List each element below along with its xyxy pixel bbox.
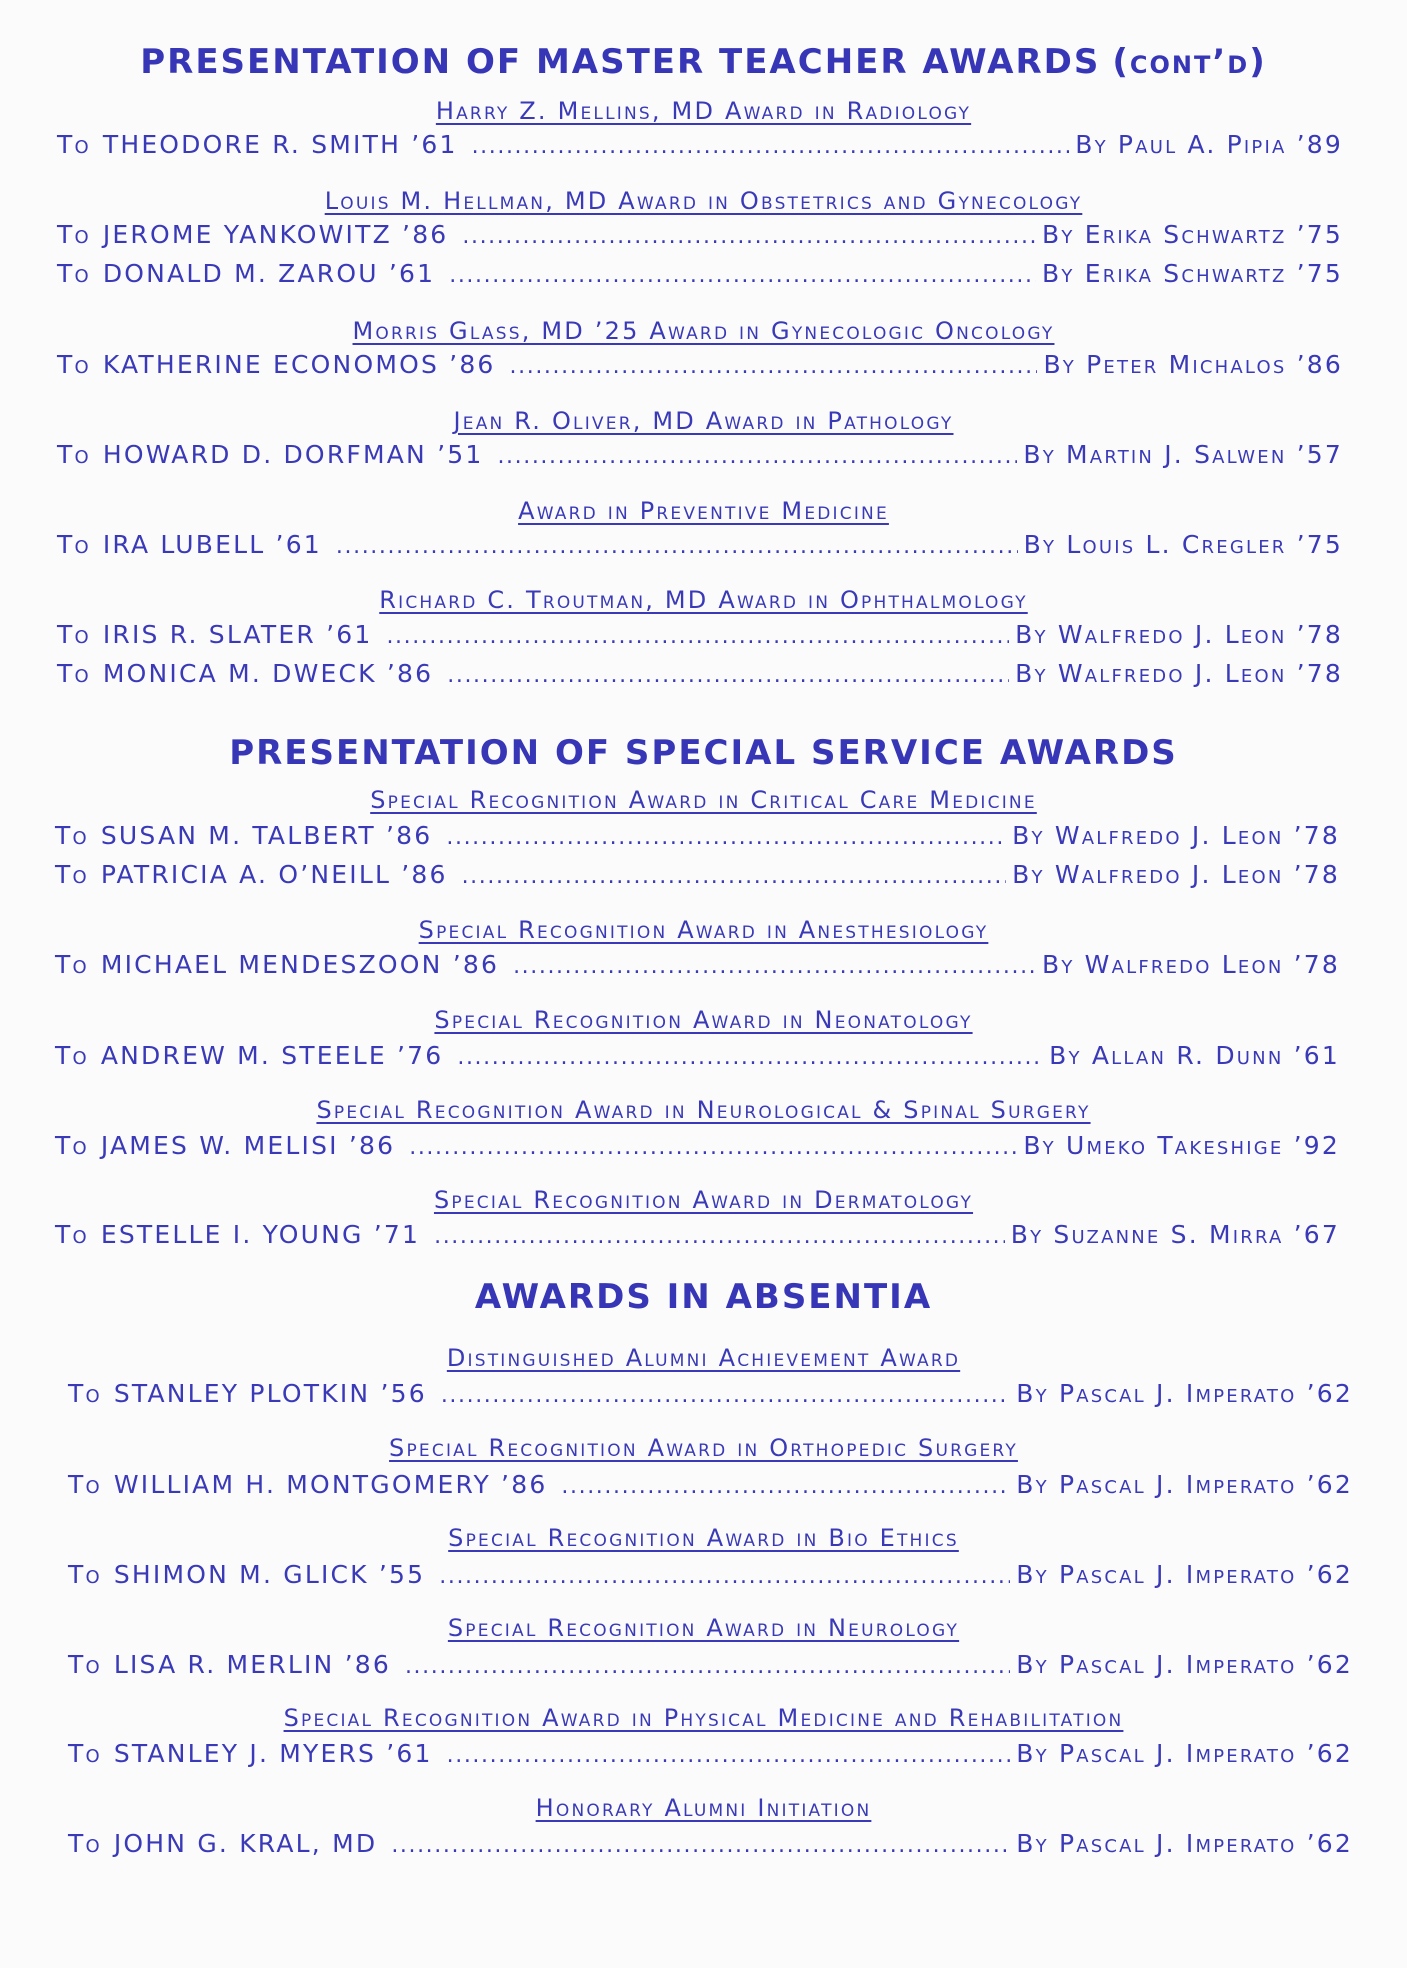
award-entry-row xyxy=(55,1220,1340,1249)
award-title: Morris Glass, MD ’25 Award in Gynecologic Oncology xyxy=(352,317,1055,345)
recipient-name: MICHAEL MENDESZOON ’86 xyxy=(100,950,500,979)
award-entry-row xyxy=(68,1560,1353,1589)
award-title: Harry Z. Mellins, MD Award in Radiology xyxy=(435,97,972,125)
award-entry-row xyxy=(68,1650,1353,1679)
presenter-name: By Allan R. Dunn ’61 xyxy=(1049,1041,1340,1070)
section-heading-text: AWARDS IN ABSENTIA xyxy=(474,1277,933,1317)
recipient-name: STANLEY J. MYERS ’61 xyxy=(113,1739,433,1768)
section-heading-suffix: (cont’d) xyxy=(1112,42,1267,82)
award-entry-row xyxy=(57,350,1343,379)
dot-leader xyxy=(447,663,1009,688)
dot-leader xyxy=(513,954,1036,979)
award-entry-row xyxy=(55,860,1340,889)
entry-to-label: To xyxy=(68,1650,102,1679)
entry-to-label: To xyxy=(55,1131,89,1160)
award-entry-row xyxy=(68,1829,1353,1858)
dot-leader xyxy=(439,1564,1010,1589)
presenter-name: By Pascal J. Imperato ’62 xyxy=(1016,1379,1353,1408)
award-entry-row xyxy=(57,130,1343,159)
award-title: Distinguished Alumni Achievement Award xyxy=(446,1344,961,1372)
dot-leader xyxy=(409,1135,1017,1160)
award-entry-row xyxy=(68,1739,1353,1768)
presenter-name: By Pascal J. Imperato ’62 xyxy=(1016,1470,1353,1499)
presenter-name: By Pascal J. Imperato ’62 xyxy=(1016,1829,1353,1858)
dot-leader xyxy=(441,1383,1010,1408)
award-title: Special Recognition Award in Dermatology xyxy=(433,1186,974,1214)
presenter-name: By Walfredo Leon ’78 xyxy=(1041,950,1340,979)
entry-to-label: To xyxy=(57,130,91,159)
presenter-name: By Erika Schwartz ’75 xyxy=(1042,220,1343,249)
award-title: Jean R. Oliver, MD Award in Pathology xyxy=(453,407,954,435)
award-entry-row xyxy=(57,659,1343,688)
award-title: Special Recognition Award in Critical Care Medicine xyxy=(370,786,1037,814)
entry-to-label: To xyxy=(55,821,89,850)
presenter-name: By Umeko Takeshige ’92 xyxy=(1023,1131,1340,1160)
recipient-name: ANDREW M. STEELE ’76 xyxy=(100,1041,444,1070)
recipient-name: LISA R. MERLIN ’86 xyxy=(113,1650,391,1679)
dot-leader xyxy=(405,1654,1010,1679)
award-title: Louis M. Hellman, MD Award in Obstetrics and Gynecology xyxy=(324,187,1083,215)
entry-to-label: To xyxy=(68,1829,102,1858)
recipient-name: SHIMON M. GLICK ’55 xyxy=(113,1560,426,1589)
recipient-name: JEROME YANKOWITZ ’86 xyxy=(102,220,449,249)
recipient-name: WILLIAM H. MONTGOMERY ’86 xyxy=(113,1470,548,1499)
presenter-name: By Peter Michalos ’86 xyxy=(1043,350,1343,379)
presenter-name: By Suzanne S. Mirra ’67 xyxy=(1010,1220,1340,1249)
recipient-name: PATRICIA A. O’NEILL ’86 xyxy=(100,860,448,889)
award-entry-row xyxy=(68,1470,1353,1499)
section-heading-text: PRESENTATION OF MASTER TEACHER AWARDS xyxy=(140,42,1101,82)
recipient-name: HOWARD D. DORFMAN ’51 xyxy=(102,440,484,469)
dot-leader xyxy=(446,825,1006,850)
recipient-name: DONALD M. ZAROU ’61 xyxy=(102,259,436,288)
entry-to-label: To xyxy=(55,1220,89,1249)
award-title: Special Recognition Award in Physical Medicine and Rehabilitation xyxy=(283,1704,1124,1732)
entry-to-label: To xyxy=(68,1379,102,1408)
award-title: Special Recognition Award in Bio Ethics xyxy=(448,1524,959,1552)
recipient-name: IRA LUBELL ’61 xyxy=(102,530,322,559)
recipient-name: JAMES W. MELISI ’86 xyxy=(100,1131,396,1160)
award-title: Richard C. Troutman, MD Award in Ophthalmology xyxy=(379,586,1028,614)
award-entry-row xyxy=(68,1379,1353,1408)
entry-to-label: To xyxy=(55,950,89,979)
award-entry-row xyxy=(55,1131,1340,1160)
presenter-name: By Louis L. Cregler ’75 xyxy=(1023,530,1343,559)
recipient-name: SUSAN M. TALBERT ’86 xyxy=(100,821,433,850)
presenter-name: By Walfredo J. Leon ’78 xyxy=(1015,620,1343,649)
presenter-name: By Walfredo J. Leon ’78 xyxy=(1012,821,1340,850)
entry-to-label: To xyxy=(57,659,91,688)
dot-leader xyxy=(497,444,1017,469)
award-entry-row xyxy=(55,950,1340,979)
entry-to-label: To xyxy=(57,220,91,249)
dot-leader xyxy=(336,534,1018,559)
recipient-name: STANLEY PLOTKIN ’56 xyxy=(113,1379,427,1408)
entry-to-label: To xyxy=(57,350,91,379)
recipient-name: KATHERINE ECONOMOS ’86 xyxy=(102,350,496,379)
award-title: Honorary Alumni Initiation xyxy=(535,1794,872,1822)
section-heading xyxy=(0,1277,1407,1317)
dot-leader xyxy=(434,1224,1005,1249)
entry-to-label: To xyxy=(57,440,91,469)
entry-to-label: To xyxy=(68,1560,102,1589)
dot-leader xyxy=(510,354,1038,379)
presenter-name: By Pascal J. Imperato ’62 xyxy=(1016,1560,1353,1589)
presenter-name: By Paul A. Pipia ’89 xyxy=(1075,130,1343,159)
presenter-name: By Martin J. Salwen ’57 xyxy=(1023,440,1343,469)
recipient-name: ESTELLE I. YOUNG ’71 xyxy=(100,1220,421,1249)
award-entry-row xyxy=(55,1041,1340,1070)
section-heading-text: PRESENTATION OF SPECIAL SERVICE AWARDS xyxy=(229,733,1178,773)
award-title: Special Recognition Award in Neonatology xyxy=(434,1006,973,1034)
dot-leader xyxy=(472,134,1070,159)
award-title: Special Recognition Award in Orthopedic Surgery xyxy=(389,1434,1018,1462)
award-entry-row xyxy=(55,821,1340,850)
award-title: Special Recognition Award in Neurological & Spinal Surgery xyxy=(316,1096,1091,1124)
entry-to-label: To xyxy=(57,620,91,649)
section-heading xyxy=(0,42,1407,82)
presenter-name: By Pascal J. Imperato ’62 xyxy=(1016,1739,1353,1768)
entry-to-label: To xyxy=(55,860,89,889)
award-title: Special Recognition Award in Anesthesiology xyxy=(418,916,989,944)
dot-leader xyxy=(457,1045,1043,1070)
award-entry-row xyxy=(57,440,1343,469)
entry-to-label: To xyxy=(55,1041,89,1070)
award-title: Award in Preventive Medicine xyxy=(518,497,889,525)
recipient-name: IRIS R. SLATER ’61 xyxy=(102,620,373,649)
award-entry-row xyxy=(57,220,1343,249)
entry-to-label: To xyxy=(57,259,91,288)
dot-leader xyxy=(449,263,1036,288)
dot-leader xyxy=(447,1743,1011,1768)
dot-leader xyxy=(386,624,1009,649)
award-entry-row xyxy=(57,620,1343,649)
entry-to-label: To xyxy=(68,1470,102,1499)
presenter-name: By Walfredo J. Leon ’78 xyxy=(1015,659,1343,688)
recipient-name: MONICA M. DWECK ’86 xyxy=(102,659,434,688)
award-entry-row xyxy=(57,259,1343,288)
presenter-name: By Erika Schwartz ’75 xyxy=(1042,259,1343,288)
recipient-name: JOHN G. KRAL, MD xyxy=(113,1829,378,1858)
entry-to-label: To xyxy=(57,530,91,559)
dot-leader xyxy=(391,1833,1010,1858)
section-heading xyxy=(0,733,1407,773)
dot-leader xyxy=(561,1474,1010,1499)
presenter-name: By Pascal J. Imperato ’62 xyxy=(1016,1650,1353,1679)
dot-leader xyxy=(462,864,1007,889)
award-entry-row xyxy=(57,530,1343,559)
entry-to-label: To xyxy=(68,1739,102,1768)
presenter-name: By Walfredo J. Leon ’78 xyxy=(1012,860,1340,889)
dot-leader xyxy=(462,224,1036,249)
recipient-name: THEODORE R. SMITH ’61 xyxy=(102,130,458,159)
award-title: Special Recognition Award in Neurology xyxy=(447,1614,960,1642)
